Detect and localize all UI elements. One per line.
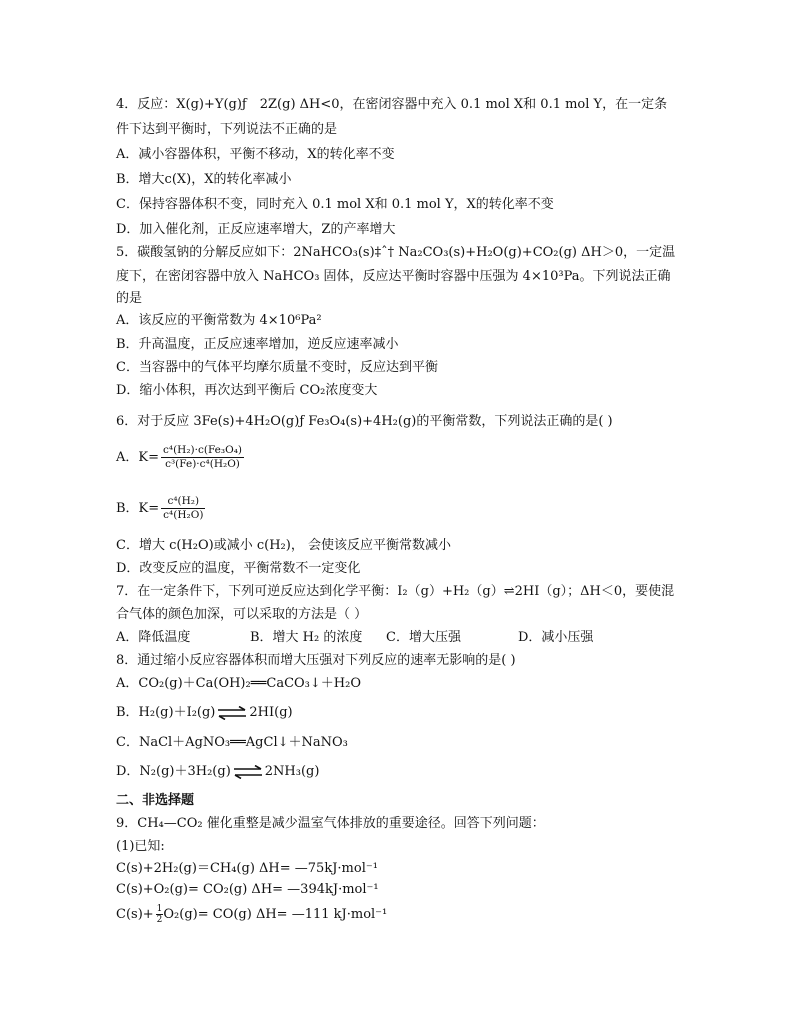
q9-stem: 9．CH₄—CO₂ 催化重整是减少温室气体排放的重要途径。回答下列问题： — [116, 816, 545, 831]
q9-eq3 — [116, 904, 387, 925]
q7-stem-line1: 7．在一定条件下，下列可逆反应达到化学平衡：I₂（g）+H₂（g）⇌2HI（g）；ΔH＜0，要使混 — [116, 584, 675, 599]
q8-b-left: B．H₂(g)＋I₂(g) — [116, 705, 216, 720]
q8-option-a: A．CO₂(g)＋Ca(OH)₂══CaCO₃↓＋H₂O — [116, 676, 361, 691]
q6-option-c: C．增大 c(H₂O)或减小 c(H₂)， 会使该反应平衡常数减小 — [116, 538, 451, 553]
q6-b-numerator: c⁴(H₂) — [161, 495, 205, 509]
q4-stem-line2: 件下达到平衡时，下列说法不正确的是 — [116, 122, 338, 137]
q6-b-prefix: B．K= — [116, 501, 160, 516]
q9-eq3-right: O₂(g)= CO(g) ΔH= —111 kJ·mol⁻¹ — [163, 907, 388, 922]
q8-option-c: C．NaCl＋AgNO₃══AgCl↓＋NaNO₃ — [116, 735, 348, 750]
q8-d-left: D．N₂(g)＋3H₂(g) — [116, 764, 231, 779]
q5-stem-line3: 的是 — [116, 291, 143, 306]
q7-stem-line2: 合气体的颜色加深，可以采取的方法是（ ） — [116, 607, 368, 622]
q9-eq1: C(s)+2H₂(g)＝CH₄(g) ΔH= —75kJ·mol⁻¹ — [116, 861, 378, 876]
q6-b-fraction — [161, 495, 205, 522]
equilibrium-arrow-icon — [217, 706, 247, 720]
q9-eq3-numerator: 1 — [156, 904, 163, 914]
q5-option-c: C．当容器中的气体平均摩尔质量不变时，反应达到平衡 — [116, 360, 438, 375]
q5-stem-line2: 度下，在密闭容器中放入 NaHCO₃ 固体，反应达平衡时容器中压强为 4×10³Pa。下列说法正确 — [116, 269, 671, 284]
q6-a-denominator: c³(Fe)·c⁴(H₂O) — [165, 458, 240, 470]
q6-a-numerator: c⁴(H₂)·c(Fe₃O₄) — [163, 444, 243, 456]
equilibrium-arrow-icon — [233, 765, 263, 779]
q9-sub1: (1)已知: — [116, 839, 165, 854]
q4-stem-line1: 4．反应：X(g)+Y(g)ƒ 2Z(g) ΔH<0，在密闭容器中充入 0.1 mol X和 0.1 mol Y，在一定条 — [116, 97, 668, 112]
q7-option-b: B．增大 H₂ 的浓度 — [250, 630, 363, 645]
q7-option-a: A．降低温度 — [116, 630, 191, 645]
q5-option-b: B．升高温度，正反应速率增加，逆反应速率减小 — [116, 337, 399, 352]
q4-option-b: B．增大c(X)，X的转化率减小 — [116, 172, 292, 187]
q6-option-b — [116, 495, 205, 522]
q8-option-d — [116, 763, 319, 781]
q5-stem-line1: 5．碳酸氢钠的分解反应如下：2NaHCO₃(s)‡ˆ† Na₂CO₃(s)+H₂O(g)+CO₂(g) ΔH＞0，一定温 — [116, 245, 676, 260]
q6-stem: 6．对于反应 3Fe(s)+4H₂O(g)ƒ Fe₃O₄(s)+4H₂(g)的平衡常数，下列说法正确的是( ) — [116, 414, 613, 429]
q4-option-d: D．加入催化剂，正反应速率增大，Z的产率增大 — [116, 222, 396, 237]
q6-option-d: D．改变反应的温度，平衡常数不一定变化 — [116, 561, 361, 576]
q9-eq3-denominator: 2 — [156, 915, 163, 925]
q5-option-d: D．缩小体积，再次达到平衡后 CO₂浓度变大 — [116, 383, 378, 398]
q8-b-right: 2HI(g) — [249, 705, 293, 720]
q8-d-right: 2NH₃(g) — [264, 764, 320, 779]
q6-b-denominator: c⁴(H₂O) — [163, 509, 204, 521]
q6-option-a — [116, 444, 244, 471]
q7-option-d: D．减小压强 — [518, 630, 594, 645]
q6-a-fraction — [161, 444, 244, 471]
q4-option-a: A．减小容器体积，平衡不移动，X的转化率不变 — [116, 147, 395, 162]
q5-option-a: A．该反应的平衡常数为 4×10⁶Pa² — [116, 313, 322, 328]
q8-stem: 8．通过缩小反应容器体积而增大压强对下列反应的速率无影响的是( ) — [116, 653, 516, 668]
q6-a-prefix: A．K= — [116, 450, 159, 465]
section-heading: 二、非选择题 — [116, 793, 195, 808]
q9-eq3-left: C(s)+ — [116, 907, 154, 922]
q7-option-c: C．增大压强 — [386, 630, 461, 645]
q4-option-c: C．保持容器体积不变，同时充入 0.1 mol X和 0.1 mol Y，X的转化率不变 — [116, 197, 554, 212]
q8-option-b — [116, 704, 293, 722]
q9-eq2: C(s)+O₂(g)= CO₂(g) ΔH= —394kJ·mol⁻¹ — [116, 882, 379, 897]
